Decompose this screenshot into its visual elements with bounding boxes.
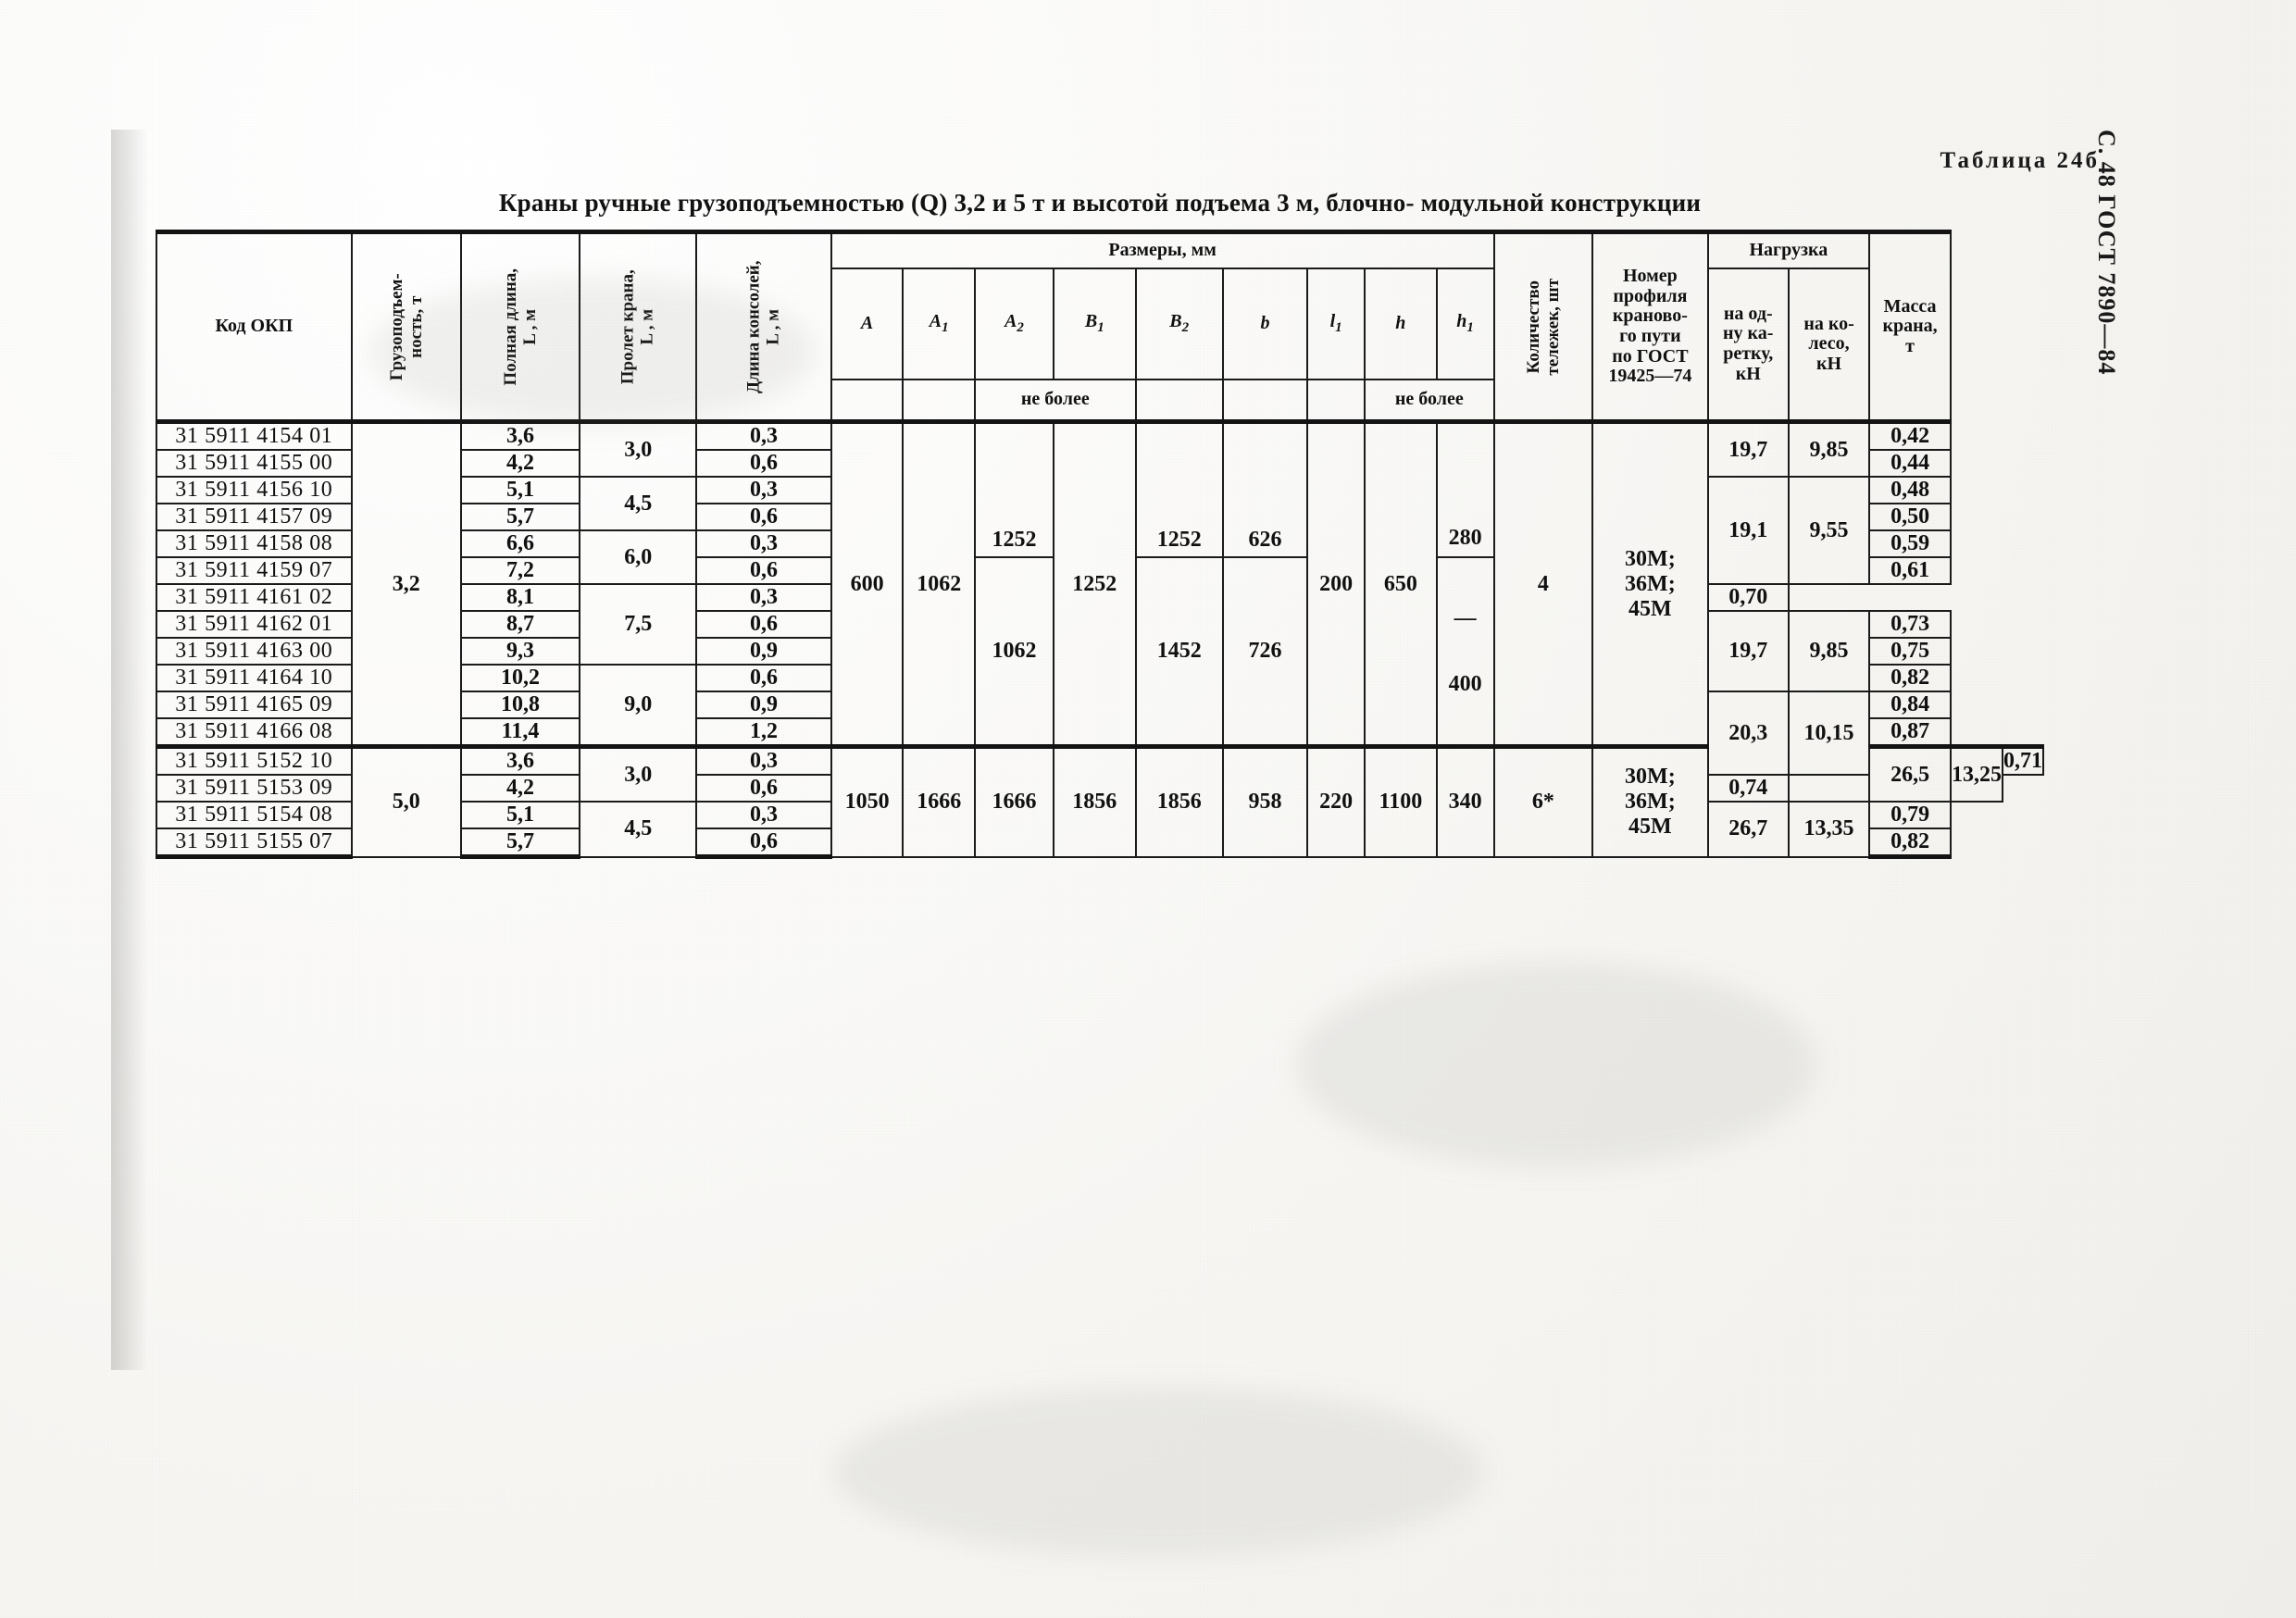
- table-body: [156, 422, 2043, 857]
- cell-capacity-50: 5,0: [352, 747, 461, 857]
- th-full-length-line2: L , м: [520, 308, 540, 345]
- cell-load-wheel-32-c: 9,85: [1789, 611, 1869, 691]
- cell-console: 0,3: [696, 747, 831, 776]
- cell-console: 0,3: [696, 584, 831, 611]
- cell-full-length: 8,7: [461, 611, 580, 638]
- cell-code: 31 5911 5155 07: [156, 828, 352, 857]
- cell-profile-32: 30М; 36М; 45М: [1592, 422, 1707, 747]
- th-mass-line2: крана,: [1882, 316, 1938, 337]
- cell-full-length: 5,7: [461, 828, 580, 857]
- th-load-wheel: на ко- лесо, кН: [1789, 268, 1869, 422]
- cell-load-wheel-32-d: 10,15: [1789, 691, 1869, 775]
- th-profile-line4: го пути: [1619, 326, 1681, 346]
- th-trolleys-line1: Количество: [1523, 280, 1543, 374]
- th-dim-A: A: [831, 268, 904, 380]
- cell-load-wheel-50-a: 13,25: [1951, 747, 2003, 803]
- cell-span: 4,5: [580, 802, 696, 857]
- cell-profile-50: 30М; 36М; 45М: [1592, 747, 1707, 857]
- th-mass-line1: Масса: [1883, 295, 1937, 317]
- cell-full-length: 4,2: [461, 450, 580, 477]
- cell-full-length: 6,6: [461, 530, 580, 557]
- cell-h1-32-top: 280: [1437, 422, 1494, 558]
- table-number-label: Таблица 24б: [1940, 148, 2100, 173]
- cell-h-50: 1100: [1365, 747, 1437, 857]
- scan-edge-shadow: [111, 130, 148, 1370]
- cell-full-length: 10,2: [461, 665, 580, 691]
- cell-code: 31 5911 4165 09: [156, 691, 352, 718]
- th-A1-blank: [903, 380, 975, 422]
- cell-code: 31 5911 4154 01: [156, 422, 352, 451]
- cell-B2-50: 1856: [1136, 747, 1223, 857]
- th-dim-h1: $h_1$: [1437, 268, 1494, 380]
- cell-full-length: 3,6: [461, 422, 580, 451]
- th-full-length: [461, 232, 580, 422]
- cell-span: 7,5: [580, 584, 696, 665]
- cell-console: 0,6: [696, 828, 831, 857]
- cell-load-wheel-50-b: 13,35: [1789, 802, 1869, 857]
- cell-load-trolley-50-a: 26,5: [1869, 747, 1951, 803]
- th-console-line2: L , м: [764, 308, 784, 345]
- th-l1-blank: [1307, 380, 1365, 422]
- cell-mass: 0,74: [1708, 775, 1789, 802]
- cell-trolleys-32: 4: [1494, 422, 1593, 747]
- th-A-blank: [831, 380, 904, 422]
- th-dim-B2: $B_2$: [1136, 268, 1223, 380]
- th-mass-line3: т: [1905, 335, 1915, 356]
- cell-B1-32: 1252: [1054, 422, 1136, 747]
- cell-A1-50: 1666: [903, 747, 975, 857]
- cell-code: 31 5911 5152 10: [156, 747, 352, 776]
- cell-console: 0,6: [696, 450, 831, 477]
- cell-B2-32-top: 1252: [1136, 422, 1223, 558]
- cell-code: 31 5911 5154 08: [156, 802, 352, 828]
- cell-code: 31 5911 4155 00: [156, 450, 352, 477]
- th-load-trolley: на од- ну ка- ретку, кН: [1708, 268, 1789, 422]
- th-profile-line6: 19425—74: [1608, 366, 1692, 387]
- th-trolleys-count: [1494, 232, 1593, 422]
- cell-b-50: 958: [1223, 747, 1307, 857]
- cell-console: 0,6: [696, 611, 831, 638]
- cell-load-trolley-32-b: 19,1: [1708, 477, 1789, 584]
- cell-full-length: 9,3: [461, 638, 580, 665]
- cell-full-length: 8,1: [461, 584, 580, 611]
- th-B2-blank: [1136, 380, 1223, 422]
- th-notmore-B: не более: [975, 380, 1136, 422]
- cell-full-length: 7,2: [461, 557, 580, 584]
- cell-capacity-32: 3,2: [352, 422, 461, 747]
- cell-B2-32-bottom: 1452: [1136, 557, 1223, 747]
- specification-table: [156, 230, 2044, 859]
- cell-code: 31 5911 4157 09: [156, 504, 352, 530]
- cell-console: 0,3: [696, 802, 831, 828]
- cell-full-length: 10,8: [461, 691, 580, 718]
- cell-A-50: 1050: [831, 747, 904, 857]
- table-row: [156, 422, 2043, 451]
- th-capacity-line1: Грузоподъем-: [386, 272, 406, 380]
- th-rail-profile: [1592, 232, 1707, 422]
- cell-mass: 0,59: [1869, 530, 1951, 557]
- cell-A2-50: 1666: [975, 747, 1054, 857]
- cell-console: 1,2: [696, 718, 831, 747]
- cell-console: 0,6: [696, 775, 831, 802]
- cell-full-length: 11,4: [461, 718, 580, 747]
- cell-console: 0,6: [696, 665, 831, 691]
- cell-mass: 0,71: [2003, 747, 2043, 776]
- cell-load-wheel-32-b: 9,55: [1789, 477, 1869, 584]
- cell-full-length: 5,7: [461, 504, 580, 530]
- cell-A2-32-bottom: 1062: [975, 557, 1054, 747]
- cell-code: 31 5911 4164 10: [156, 665, 352, 691]
- cell-A2-32-top: 1252: [975, 422, 1054, 558]
- cell-b-32-bottom: 726: [1223, 557, 1307, 747]
- cell-code: 31 5911 4161 02: [156, 584, 352, 611]
- th-profile-line1: Номер: [1622, 266, 1678, 287]
- table-title: Краны ручные грузоподъемностью (Q) 3,2 и 5 т и высотой подъема 3 м, блочно- модульной конструкции: [498, 189, 1702, 217]
- cell-span: 3,0: [580, 747, 696, 803]
- cell-load-trolley-32-d: 20,3: [1708, 691, 1789, 775]
- cell-mass: 0,50: [1869, 504, 1951, 530]
- cell-mass: 0,84: [1869, 691, 1951, 718]
- cell-A-32: 600: [831, 422, 904, 747]
- cell-mass: 0,42: [1869, 422, 1951, 451]
- cell-load-trolley-50-b: 26,7: [1708, 802, 1789, 857]
- th-span-line2: L , м: [638, 308, 658, 345]
- th-span-line1: Пролет крана,: [618, 268, 639, 384]
- cell-console: 0,9: [696, 638, 831, 665]
- th-profile-line3: краново-: [1612, 305, 1688, 327]
- cell-code: 31 5911 4158 08: [156, 530, 352, 557]
- th-span: [580, 232, 696, 422]
- th-notmore-h: не более: [1365, 380, 1493, 422]
- cell-full-length: 3,6: [461, 747, 580, 776]
- cell-console: 0,6: [696, 504, 831, 530]
- cell-mass: 0,75: [1869, 638, 1951, 665]
- th-code-okp: Код ОКП: [156, 232, 352, 422]
- cell-load-wheel-32-a: 9,85: [1789, 422, 1869, 478]
- table-head: [156, 232, 2043, 422]
- cell-span: 9,0: [580, 665, 696, 747]
- cell-mass: 0,48: [1869, 477, 1951, 504]
- th-b-blank: [1223, 380, 1307, 422]
- cell-l1-32: 200: [1307, 422, 1365, 747]
- cell-mass: 0,87: [1869, 718, 1951, 747]
- th-load-group: Нагрузка: [1708, 232, 1870, 269]
- cell-h1-50: 340: [1437, 747, 1494, 857]
- cell-b-32-top: 626: [1223, 422, 1307, 558]
- cell-span: 3,0: [580, 422, 696, 478]
- cell-mass: 0,82: [1869, 828, 1951, 857]
- th-trolleys-line2: тележек, шт: [1542, 278, 1563, 376]
- th-capacity: [352, 232, 461, 422]
- cell-console: 0,3: [696, 422, 831, 451]
- th-profile-line2: профиля: [1613, 285, 1688, 306]
- cell-span: 6,0: [580, 530, 696, 584]
- th-dim-b: b: [1223, 268, 1307, 380]
- cell-mass: 0,82: [1869, 665, 1951, 691]
- th-dimensions-group: Размеры, мм: [831, 232, 1494, 269]
- cell-span: 4,5: [580, 477, 696, 530]
- scan-smudge: [833, 1388, 1481, 1555]
- cell-console: 0,3: [696, 477, 831, 504]
- th-crane-mass: [1869, 232, 1951, 422]
- cell-code: 31 5911 4159 07: [156, 557, 352, 584]
- cell-A1-32: 1062: [903, 422, 975, 747]
- cell-trolleys-50: 6*: [1494, 747, 1593, 857]
- th-dim-A1: $A_1$: [903, 268, 975, 380]
- th-dim-A2: $A_2$: [975, 268, 1054, 380]
- th-dim-h: h: [1365, 268, 1437, 380]
- cell-code: 31 5911 4162 01: [156, 611, 352, 638]
- cell-console: 0,3: [696, 530, 831, 557]
- th-console-line1: Длина консолей,: [743, 260, 764, 393]
- th-dim-l1: $l_1$: [1307, 268, 1365, 380]
- th-dim-B1: $B_1$: [1054, 268, 1136, 380]
- cell-mass: 0,61: [1869, 557, 1951, 584]
- th-full-length-line1: Полная длина,: [500, 268, 520, 386]
- cell-mass: 0,73: [1869, 611, 1951, 638]
- th-console-length: [696, 232, 831, 422]
- page-margin-header: С. 48 ГОСТ 7890—84: [2093, 130, 2120, 376]
- cell-mass: 0,79: [1869, 802, 1951, 828]
- cell-mass: 0,70: [1708, 584, 1789, 611]
- th-profile-line5: по ГОСТ: [1612, 345, 1689, 367]
- cell-full-length: 5,1: [461, 477, 580, 504]
- cell-mass: 0,44: [1869, 450, 1951, 477]
- cell-h1-32-bottom: — 400: [1437, 557, 1494, 747]
- cell-console: 0,6: [696, 557, 831, 584]
- cell-load-trolley-32-a: 19,7: [1708, 422, 1789, 478]
- cell-full-length: 4,2: [461, 775, 580, 802]
- table-head-row-groups: [156, 232, 2043, 269]
- cell-B1-50: 1856: [1054, 747, 1136, 857]
- scan-smudge: [1296, 963, 1815, 1166]
- th-capacity-line2: ность, т: [406, 295, 426, 358]
- cell-code: 31 5911 5153 09: [156, 775, 352, 802]
- cell-load-trolley-32-c: 19,7: [1708, 611, 1789, 691]
- cell-console: 0,9: [696, 691, 831, 718]
- cell-l1-50: 220: [1307, 747, 1365, 857]
- cell-h-32: 650: [1365, 422, 1437, 747]
- cell-code: 31 5911 4163 00: [156, 638, 352, 665]
- cell-code: 31 5911 4156 10: [156, 477, 352, 504]
- cell-full-length: 5,1: [461, 802, 580, 828]
- cell-code: 31 5911 4166 08: [156, 718, 352, 747]
